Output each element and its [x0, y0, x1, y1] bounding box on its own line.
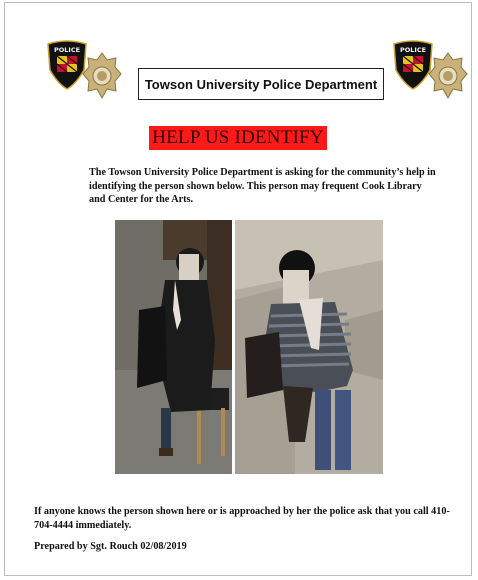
department-title-box — [138, 68, 384, 100]
surveillance-photo-right — [235, 220, 383, 474]
surveillance-photo-left — [115, 220, 232, 474]
help-us-identify-banner: HELP US IDENTIFY — [149, 126, 327, 150]
prepared-by: Prepared by Sgt. Rouch 02/08/2019 — [34, 541, 187, 552]
gold-badge-icon — [82, 52, 122, 102]
badge-text: POLICE — [53, 46, 81, 54]
department-title: Towson University Police Department — [144, 76, 378, 92]
surveillance-photo-left-image — [115, 220, 232, 474]
gold-badge-icon — [428, 52, 468, 102]
surveillance-photo-right-image — [235, 220, 383, 474]
badge-text: POLICE — [399, 46, 427, 54]
call-to-action: If anyone knows the person shown here or is approached by her the police ask that you call 410-704-4444 immediately. — [34, 506, 450, 531]
logo-group-left — [46, 40, 126, 104]
logo-group-right — [392, 40, 472, 104]
intro-paragraph: The Towson University Police Department is asking for the community’s help in identifying the person shown below. This person may frequent Cook Library and Center for the Arts. — [89, 167, 436, 205]
